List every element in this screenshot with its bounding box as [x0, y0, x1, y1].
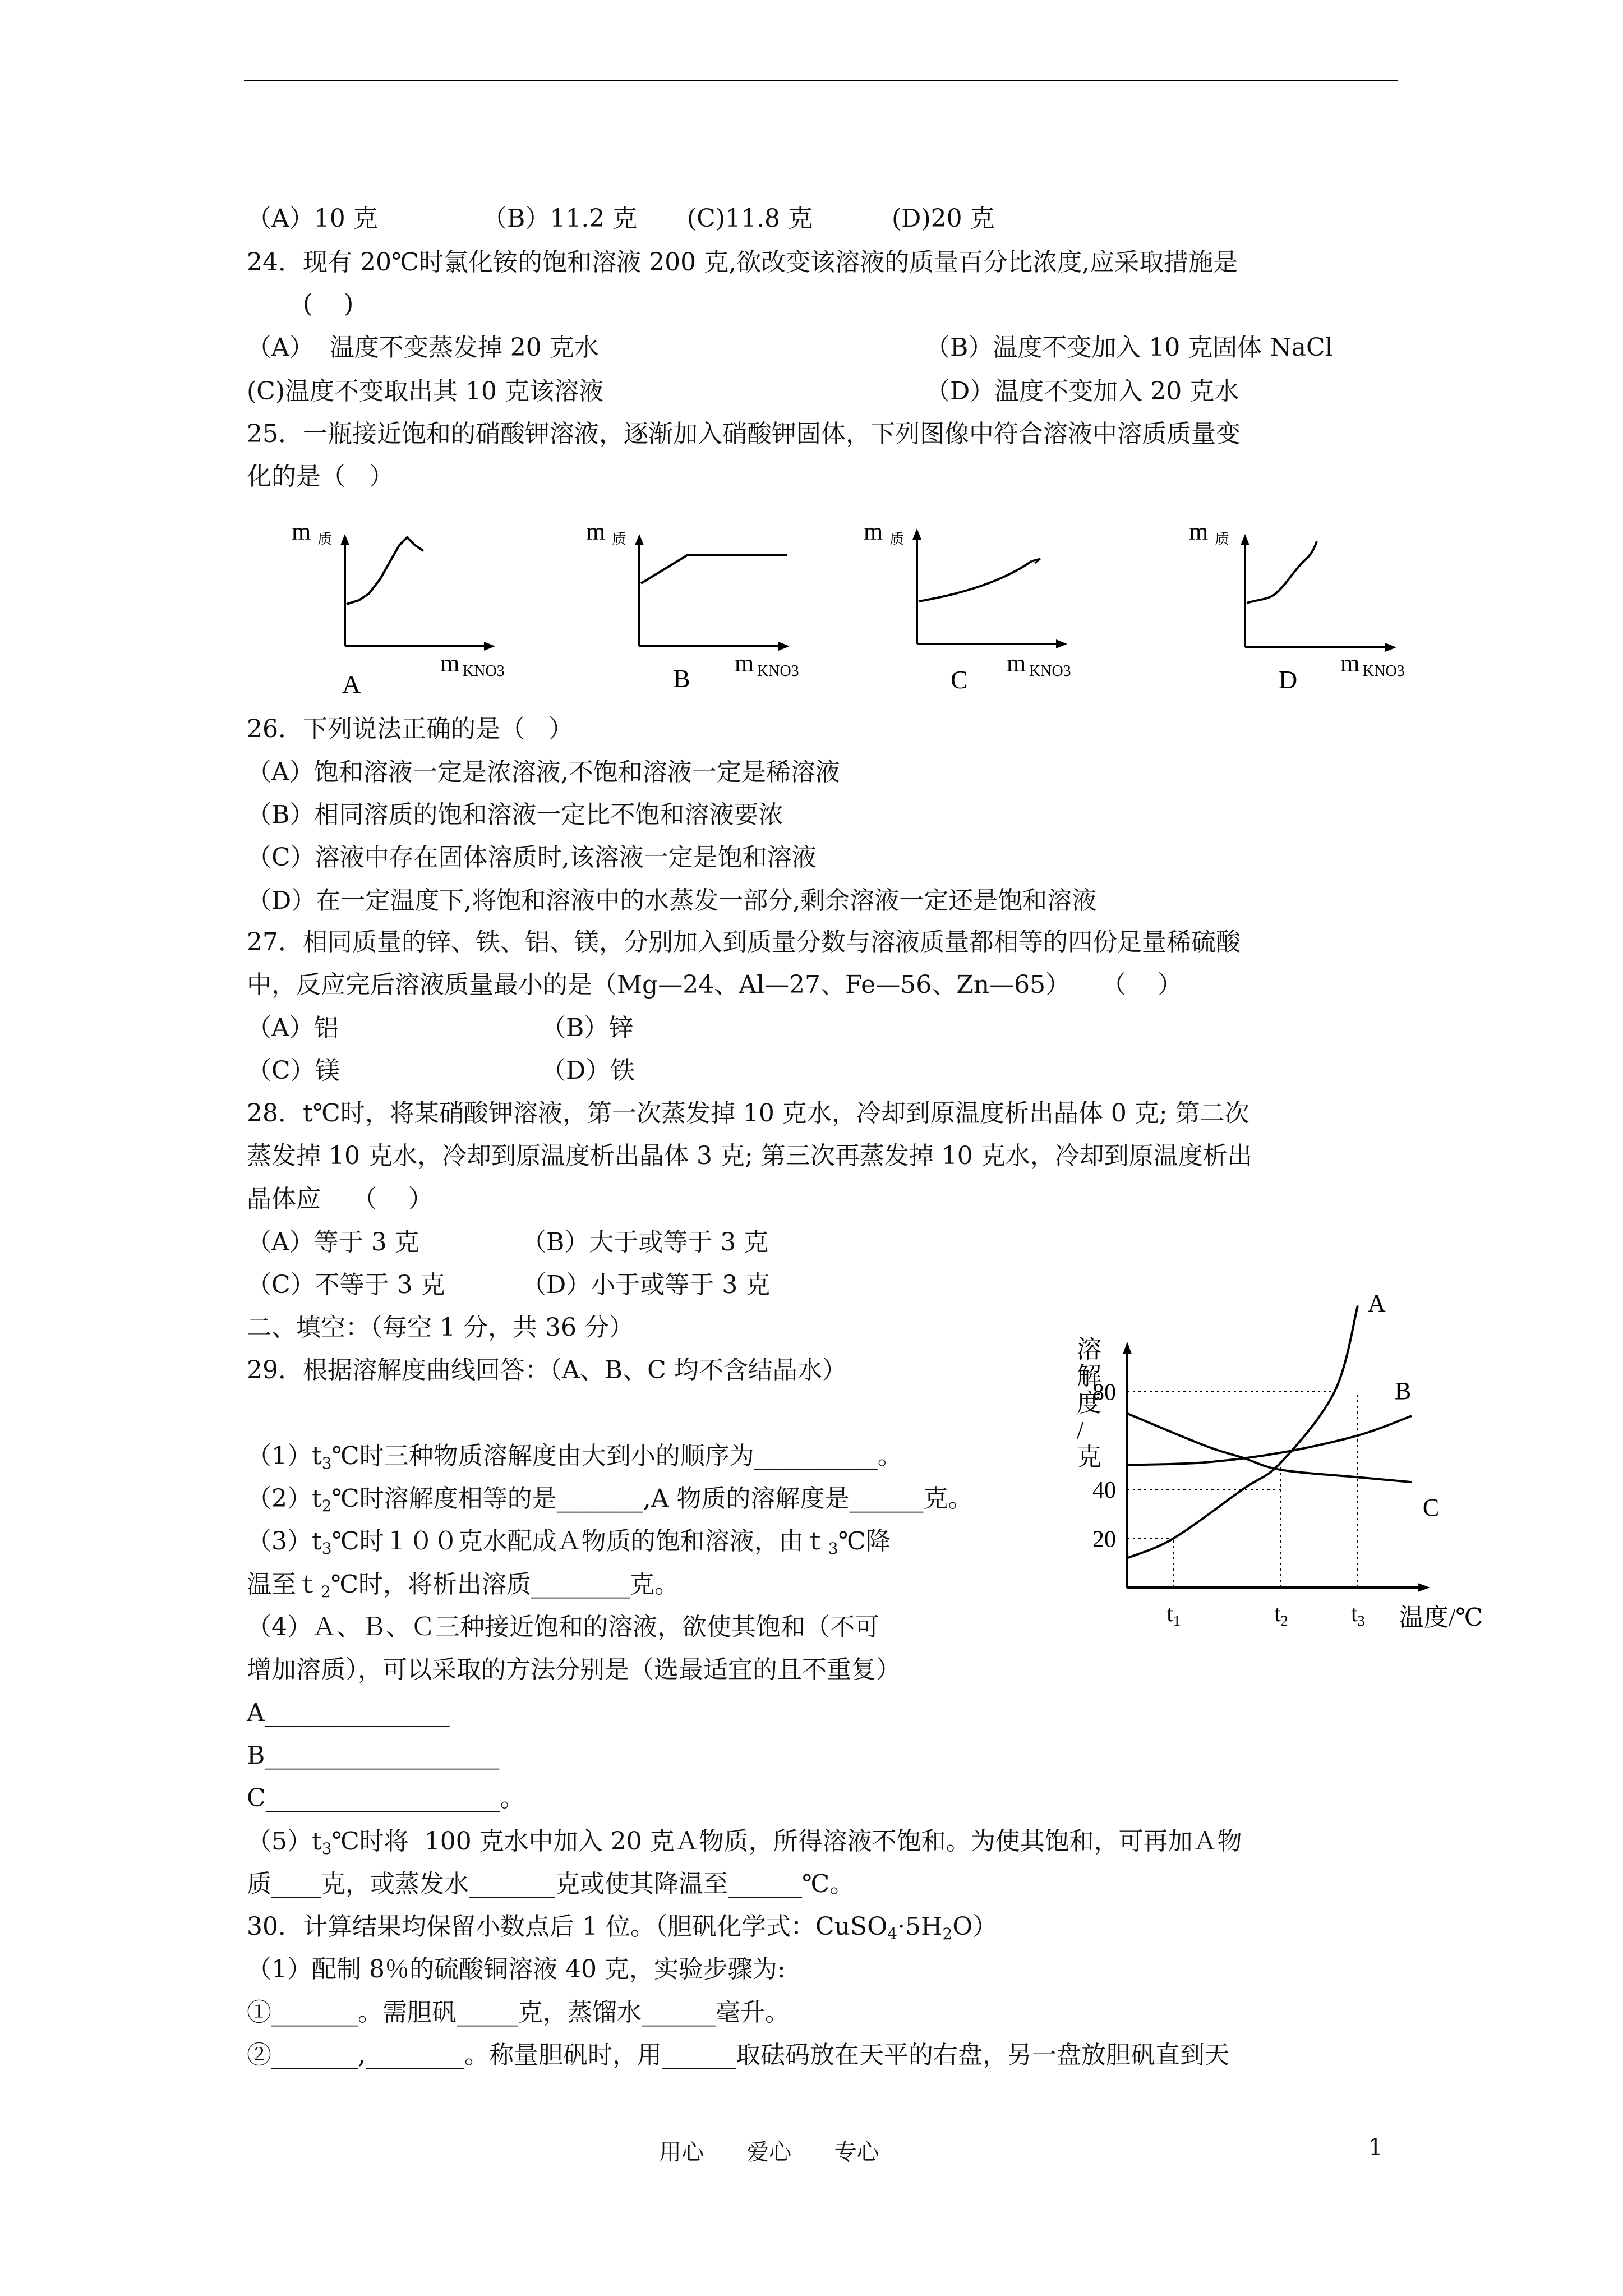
graph-y-label: m	[292, 518, 311, 545]
chart-y-tick-label: 40	[1092, 1478, 1116, 1504]
q25-graph-d	[1166, 505, 1424, 707]
q28-option-c: （C）不等于 3 克	[247, 1271, 445, 1299]
q25-graph-b	[575, 505, 810, 707]
graph-a-curve	[347, 537, 423, 604]
q24-option-d: （D）温度不变加入 20 克水	[925, 377, 1239, 406]
q26-option-a: （A）饱和溶液一定是浓溶液,不饱和溶液一定是稀溶液	[247, 758, 840, 786]
chart-series-label-b: B	[1394, 1377, 1412, 1405]
q26-stem: 26．下列说法正确的是（ ）	[247, 715, 573, 743]
q29-blank-c: C___________________。	[247, 1784, 525, 1812]
chart-x-arrow	[1418, 1583, 1430, 1592]
graph-c-curve	[919, 561, 1032, 601]
graph-y-sub: 质	[317, 531, 333, 547]
q26-option-b: （B）相同溶质的饱和溶液一定比不饱和溶液要浓	[247, 800, 783, 829]
chart-x-tick-label: t2	[1274, 1601, 1288, 1629]
chart-series-label-a: A	[1368, 1289, 1386, 1317]
q30-step1: ①_______。需胆矾_____克，蒸馏水______毫升。	[247, 1998, 790, 2027]
graph-y-label: m	[864, 518, 883, 545]
graph-b-curve	[641, 555, 787, 583]
q30-stem: 30．计算结果均保留小数点后 1 位。（胆矾化学式：$CuSO_4\cdot 5H_2O$）	[247, 1912, 998, 1943]
q29-blank-b: B___________________	[247, 1741, 500, 1770]
q27-option-b: （B）锌	[541, 1014, 634, 1042]
chart-y-arrow	[1123, 1342, 1132, 1354]
chart-series-b	[1127, 1416, 1412, 1465]
q27-stem-line2: 中，反应完后溶液质量最小的是（Mg—24、Al—27、Fe—56、Zn—65） （ ）	[247, 970, 1182, 999]
q24-bracket: ( )	[303, 289, 354, 318]
q23-option-c: (C)11.8 克	[687, 204, 813, 233]
q23-option-b: （B）11.2 克	[482, 204, 638, 233]
q24-option-a: （A） 温度不变蒸发掉 20 克水	[247, 333, 599, 362]
chart-x-label: 温度/℃	[1399, 1604, 1483, 1631]
graph-y-label: m	[586, 518, 606, 545]
q29-part2: $(2)t_2℃$时溶解度相等的是_______,A 物质的溶解度是______克。	[247, 1484, 973, 1515]
q27-option-d: （D）铁	[541, 1056, 635, 1085]
q24-stem: 24．现有 20℃时氯化铵的饱和溶液 200 克,欲改变该溶液的质量百分比浓度,应采取措施是	[247, 248, 1238, 277]
q23-option-d: (D)20 克	[892, 204, 995, 233]
graph-x-sub: KNO3	[463, 662, 505, 680]
q24-option-c: (C)温度不变取出其 10 克该溶液	[247, 377, 603, 406]
graph-label-d: D	[1279, 665, 1298, 694]
q26-option-d: （D）在一定温度下,将饱和溶液中的水蒸发一部分,剩余溶液一定还是饱和溶液	[247, 886, 1097, 915]
q29-part4-line2: 增加溶质），可以采取的方法分别是（选最适宜的且不重复）	[247, 1655, 901, 1684]
page-number: 1	[1368, 2134, 1383, 2160]
chart-y-tick-label: 80	[1092, 1379, 1116, 1406]
graph-x-label: m	[735, 650, 754, 677]
chart-x-tick-label: t1	[1166, 1601, 1181, 1629]
chart-y-label: 溶解度/克	[1077, 1336, 1101, 1471]
graph-y-label: m	[1189, 518, 1209, 545]
graph-x-sub: KNO3	[757, 662, 799, 680]
q28-stem-line2: 蒸发掉 10 克水，冷却到原温度析出晶体 3 克; 第三次再蒸发掉 10 克水，冷却到原温度析出	[247, 1142, 1252, 1170]
q29-part1: $(1)t_3℃$时三种物质溶解度由大到小的顺序为__________。	[247, 1442, 902, 1473]
section-title-fill-in: 二、填空：（每空 1 分，共 36 分）	[247, 1313, 634, 1342]
graph-x-sub: KNO3	[1029, 662, 1071, 680]
q24-option-b: （B）温度不变加入 10 克固体 NaCl	[925, 333, 1333, 362]
graph-x-label: m	[440, 650, 460, 677]
q29-blank-a: A_______________	[247, 1699, 450, 1727]
graph-label-c: C	[951, 665, 968, 694]
graph-d-curve	[1247, 541, 1317, 603]
q27-option-c: （C）镁	[247, 1056, 340, 1085]
graph-x-label: m	[1340, 650, 1360, 677]
q25-graph-c	[852, 505, 1088, 707]
graph-label-a: A	[342, 670, 361, 698]
chart-series-label-c: C	[1422, 1494, 1440, 1522]
q30-part1: （1）配制 8％的硫酸铜溶液 40 克，实验步骤为:	[247, 1955, 786, 1984]
graph-y-sub: 质	[612, 531, 627, 547]
solubility-chart	[1026, 1289, 1520, 1649]
q29-part5-line2: 质____克，或蒸发水_______克或使其降温至______℃。	[247, 1870, 855, 1898]
graph-x-label: m	[1007, 650, 1026, 677]
graph-label-b: B	[673, 664, 690, 693]
q29-part5-line1: $(5)t_3℃$时将 100 克水中加入 20 克Ａ物质，所得溶液不饱和。为使其饱和，可再加Ａ物	[247, 1827, 1242, 1858]
q28-option-d: （D）小于或等于 3 克	[522, 1271, 771, 1299]
q29-stem: 29．根据溶解度曲线回答：（A、B、C 均不含结晶水）	[247, 1356, 847, 1384]
q28-stem-line1: 28．t℃时，将某硝酸钾溶液，第一次蒸发掉 10 克水，冷却到原温度析出晶体 0 克; 第二次	[247, 1099, 1249, 1128]
q29-part3-line2: 温至ｔ$_2$℃时，将析出溶质________克。	[247, 1570, 680, 1601]
graph-y-sub: 质	[1215, 531, 1230, 547]
footer-motto: 用心 爱心 专心	[659, 2139, 879, 2165]
header-rule	[244, 80, 1398, 81]
q29-part3-line1: $(3)t_3℃$时１００克水配成Ａ物质的饱和溶液，由ｔ$_3$℃降	[247, 1527, 891, 1558]
chart-x-tick-label: t3	[1351, 1601, 1365, 1629]
q28-option-a: （A）等于 3 克	[247, 1228, 419, 1257]
q28-option-b: （B）大于或等于 3 克	[522, 1228, 769, 1257]
q26-option-c: （C）溶液中存在固体溶质时,该溶液一定是饱和溶液	[247, 843, 817, 872]
graph-y-sub: 质	[889, 531, 905, 547]
q23-option-a: （A）10 克	[247, 204, 378, 233]
chart-y-tick-label: 20	[1092, 1526, 1116, 1553]
q30-step2: ②_______,________。称量胆矾时，用______取砝码放在天平的右盘，另一盘放胆矾直到天	[247, 2041, 1229, 2069]
q28-stem-line3: 晶体应 （ ）	[247, 1185, 433, 1213]
q25-stem-line2: 化的是（ ）	[247, 462, 394, 491]
q27-option-a: （A）铝	[247, 1014, 339, 1042]
q27-stem-line1: 27．相同质量的锌、铁、铝、镁，分别加入到质量分数与溶液质量都相等的四份足量稀硫酸	[247, 928, 1241, 956]
graph-x-sub: KNO3	[1363, 662, 1405, 680]
q25-graph-a	[280, 505, 516, 707]
q25-stem-line1: 25．一瓶接近饱和的硝酸钾溶液，逐渐加入硝酸钾固体，下列图像中符合溶液中溶质质量变	[247, 420, 1241, 448]
chart-series-a	[1127, 1305, 1358, 1558]
q29-part4-line1: （4）Ａ、Ｂ、Ｃ三种接近饱和的溶液，欲使其饱和（不可	[247, 1613, 879, 1641]
